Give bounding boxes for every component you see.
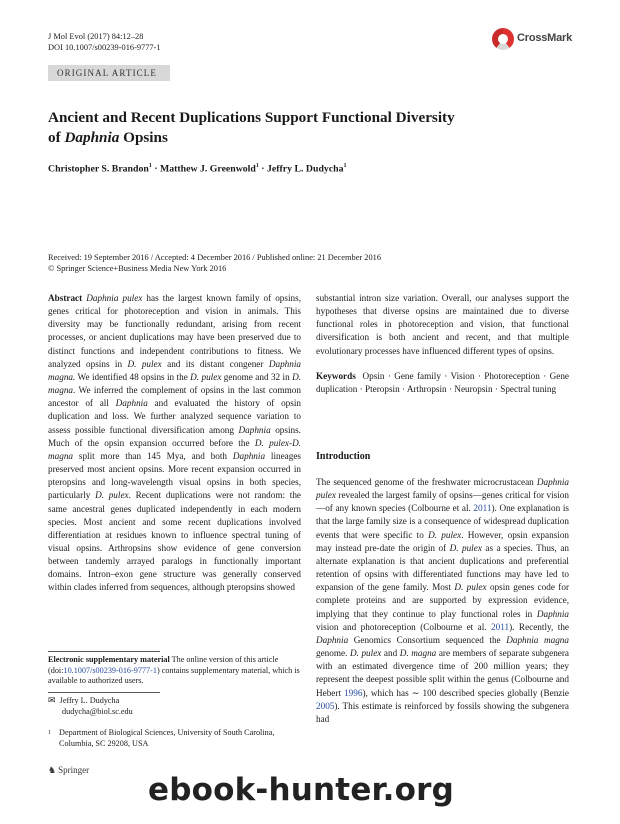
author-name: Christopher S. Brandon	[48, 163, 149, 175]
crossmark-icon	[492, 28, 514, 50]
springer-horse-icon: ♞	[48, 766, 57, 776]
article-title	[48, 108, 568, 148]
section-label: ORIGINAL ARTICLE	[48, 65, 170, 81]
title-line-1: Ancient and Recent Duplications Support Functional Diversity	[48, 109, 455, 126]
introduction-text: The sequenced genome of the freshwater microcrustacean Daphnia pulex revealed the largest family of opsins—genes critical for vision—of any known species (Colbourne et al. 2011). One explanation is that the large family size is a consequence of widespread duplication events that were specific to D. pulex. However, opsin expansion may instead pre-date the origin of D. pulex as a species. Thus, an alternate explanation is that ancient duplications and preferential retention of opsins with differentiated functions may have led to expansion of the gene family. Most D. pulex opsin genes code for complete proteins and are supported by expression evidence, implying that they continue to play functional roles in Daphnia vision and photoreception (Colbourne et al. 2011). Recently, the Daphnia Genomics Consortium sequenced the Daphnia magna genome. D. pulex and D. magna are members of separate subgenera with an estimated divergence time of 200 million years; they represent the deepest possible split within the genus (Colbourne and Hebert 1996), which has ∼ 100 described species globally (Benzie 2005). This estimate is reinforced by fossils showing the subgenera had	[316, 477, 570, 724]
publisher-logo: ♞ Springer	[48, 765, 90, 776]
envelope-icon: ✉	[48, 696, 56, 706]
affiliation-number: 1	[48, 730, 51, 736]
keywords-text: Opsin · Gene family · Vision · Photoreception · Gene duplication · Pteropsin · Arthropsin · Neuropsin · Spectral tuning	[316, 370, 569, 394]
contact-name: Jeffry L. Dudycha	[59, 696, 120, 705]
journal-volume: J Mol Evol (2017) 84:12–28	[48, 32, 144, 41]
received-dates: Received: 19 September 2016 / Accepted: 4 December 2016 / Published online: 21 December 2016	[48, 253, 382, 262]
footnote-divider	[48, 651, 160, 652]
watermark: ebook-hunter.org	[148, 772, 454, 808]
supplementary-note: Electronic supplementary material The online version of this article (doi:10.1007/s00239-016-9777-1) contains supplementary material, which is available to authorized users.	[48, 655, 300, 686]
doi[interactable]: DOI 10.1007/s00239-016-9777-1	[48, 43, 161, 52]
corresponding-author	[48, 696, 301, 717]
abstract	[48, 292, 301, 595]
section-heading-introduction: Introduction	[316, 451, 371, 462]
title-line-2: of Daphnia Opsins	[48, 129, 168, 146]
footnote-divider	[48, 692, 160, 693]
crossmark-badge[interactable]	[492, 28, 572, 52]
author-name: Jeffry L. Dudycha	[267, 163, 344, 175]
right-column	[316, 292, 569, 396]
author-name: Matthew J. Greenwold	[159, 163, 256, 175]
keywords: Keywords Opsin · Gene family · Vision · Photoreception · Gene duplication · Pteropsin · Arthropsin · Neuropsin · Spectral tuning	[316, 370, 569, 394]
copyright: © Springer Science+Business Media New York 2016	[48, 264, 227, 273]
publication-dates	[48, 252, 381, 274]
journal-citation	[48, 31, 161, 53]
crossmark-label: CrossMark	[517, 32, 573, 44]
affiliation-text: Department of Biological Sciences, University of South Carolina, Columbia, SC 29208, USA	[59, 728, 275, 748]
contact-email[interactable]: dudycha@biol.sc.edu	[62, 706, 133, 716]
abstract-continued: substantial intron size variation. Overall, our analyses support the hypotheses that diverse opsins are maintained due to diverse functional roles in photoreception and vision, that functional diversification is both ancient and recent, and that multiple evolutionary processes have influenced different types of opsins.	[316, 293, 569, 356]
author-list: Christopher S. Brandon$^1$ · Matthew J. Greenwold$^1$ · Jeffry L. Dudycha$^1$	[48, 163, 347, 175]
affiliation	[48, 728, 301, 749]
abstract-text: Abstract Daphnia pulex has the largest known family of opsins, genes critical for photoreception and vision in animals. This diversity may be functionally redundant, arising from recent processes, or ancient duplications may have been preserved due to distinct functions and independent contributions to fitness. We analyzed opsins in D. pulex and its distant congener Daphnia magna. We identified 48 opsins in the D. pulex genome and 32 in D. magna. We inferred the complement of opsins in the last common ancestor of all Daphnia and evaluated the history of opsin duplication and loss. We further analyzed sequence variation to assess possible functional diversification among Daphnia opsins. Much of the opsin expansion occurred before the D. pulex-D. magna split more than 145 Mya, and both Daphnia lineages preserved most ancient opsins. More recent expansion occurred in pteropsins and long-wavelength visual opsins in both species, particularly D. pulex. Recent duplications were not random: the same ancestral genes duplicated independently in each modern species. Most ancient and some recent duplications involved differentiation at residues known to influence spectral tuning of visual opsins. Arthropsins show evidence of gene conversion between tandemly arrayed paralogs in functionally important domains. Intron–exon gene structure was generally conserved within clades inferred from sequences, although pteropsins showed	[48, 293, 302, 593]
